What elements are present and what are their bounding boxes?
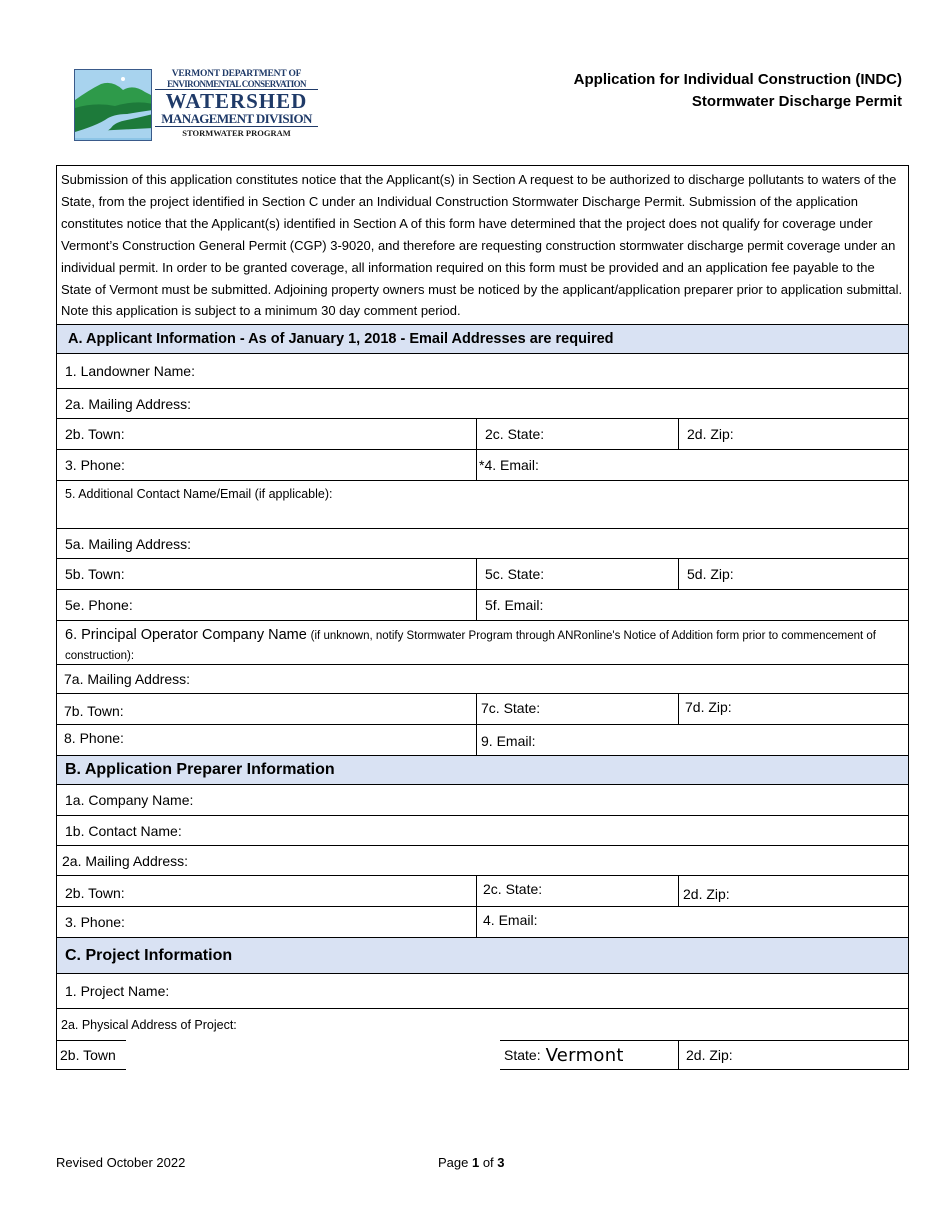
c-town-state-zip-row — [56, 1040, 909, 1070]
c7-town-field[interactable]: 7b. Town: — [64, 703, 124, 720]
c8-phone-field[interactable]: 8. Phone: — [64, 729, 124, 746]
c5-town-state-zip-row — [56, 558, 909, 589]
c-physical-address-field[interactable]: 2a. Physical Address of Project: — [61, 1017, 237, 1032]
c-project-name-row — [56, 973, 909, 1008]
watershed-landscape-icon — [74, 69, 152, 141]
mailing-address-field[interactable]: 2a. Mailing Address: — [65, 395, 192, 412]
b-phone-email-row — [56, 906, 909, 937]
c7-town-state-zip-row — [56, 693, 909, 724]
c8-phone-email-row — [56, 724, 909, 755]
b-phone-field[interactable]: 3. Phone: — [65, 914, 125, 931]
c7-zip-field[interactable]: 7d. Zip: — [678, 694, 908, 724]
c-town-label: 2b. Town — [60, 1047, 116, 1064]
logo-line-program: STORMWATER PROGRAM — [182, 128, 291, 138]
c-state-label: State: — [504, 1047, 541, 1064]
additional-contact-row — [56, 480, 909, 528]
town-field[interactable]: 2b. Town: — [65, 426, 125, 443]
b-town-field[interactable]: 2b. Town: — [65, 885, 125, 902]
logo-line-watershed: WATERSHED — [165, 89, 308, 113]
landowner-name-row — [56, 353, 909, 388]
operator-row — [56, 620, 909, 664]
c7-mailing-address-field[interactable]: 7a. Mailing Address: — [64, 671, 191, 688]
c5-phone-email-row — [56, 589, 909, 620]
logo-line-department: VERMONT DEPARTMENT OF — [171, 69, 302, 79]
email-field[interactable]: *4. Email: — [476, 450, 908, 480]
c-state-value: Vermont — [545, 1044, 624, 1066]
b-town-state-zip-row — [56, 875, 909, 906]
b-email-field[interactable]: 4. Email: — [476, 907, 908, 937]
page-current: 1 — [471, 1155, 480, 1170]
b-state-field[interactable]: 2c. State: — [476, 876, 678, 906]
b-company-name-row — [56, 784, 909, 815]
b-mailing-address-field[interactable]: 2a. Mailing Address: — [62, 852, 189, 869]
logo-line-division: MANAGEMENT DIVISION — [155, 112, 318, 127]
b-zip-field[interactable]: 2d. Zip: — [678, 876, 908, 906]
c7-mailing-address-row — [56, 664, 909, 693]
application-form — [56, 165, 909, 1070]
c5-town-field[interactable]: 5b. Town: — [65, 566, 125, 583]
c5-phone-field[interactable]: 5e. Phone: — [65, 597, 133, 614]
b-contact-name-row — [56, 815, 909, 845]
c-state-field[interactable] — [500, 1040, 678, 1070]
page-total: 3 — [497, 1155, 505, 1170]
c9-email-field[interactable]: 9. Email: — [476, 725, 908, 755]
c5-state-field[interactable]: 5c. State: — [476, 559, 678, 589]
mailing-address-row — [56, 388, 909, 418]
revision-note: Revised October 2022 — [56, 1155, 186, 1170]
b-mailing-address-row — [56, 845, 909, 875]
section-a-title: A. Applicant Information - As of January 1, 2018 - Email Addresses are required — [57, 325, 908, 353]
town-state-zip-row — [56, 418, 909, 449]
title-line-1: Application for Individual Construction (INDC) — [573, 71, 902, 88]
phone-field[interactable]: 3. Phone: — [65, 457, 125, 474]
c5-zip-field[interactable]: 5d. Zip: — [678, 559, 908, 589]
agency-name — [155, 69, 318, 139]
c5-email-field[interactable]: 5f. Email: — [476, 590, 908, 620]
section-c-title: C. Project Information — [57, 938, 908, 973]
page-of: of — [479, 1155, 498, 1170]
c5-mailing-address-row — [56, 528, 909, 558]
b-contact-name-field[interactable]: 1b. Contact Name: — [65, 822, 182, 839]
state-field[interactable]: 2c. State: — [476, 419, 678, 449]
b-company-name-field[interactable]: 1a. Company Name: — [65, 792, 194, 809]
operator-label: 6. Principal Operator Company Name — [65, 627, 307, 644]
c7-state-field[interactable]: 7c. State: — [476, 694, 678, 724]
c-town-field[interactable] — [56, 1040, 126, 1070]
document-title — [574, 69, 902, 113]
additional-contact-field[interactable]: 5. Additional Contact Name/Email (if applicable): — [65, 487, 333, 502]
agency-logo — [74, 69, 318, 142]
section-b-header — [56, 755, 909, 784]
landowner-name-field[interactable]: 1. Landowner Name: — [65, 363, 195, 380]
section-c-header — [56, 937, 909, 973]
c-physical-address-row — [56, 1008, 909, 1040]
title-line-2: Stormwater Discharge Permit — [691, 93, 902, 110]
page-prefix: Page — [438, 1155, 472, 1170]
section-a-header — [56, 324, 909, 353]
intro-paragraph: Submission of this application constitutes notice that the Applicant(s) in Section A request to be authorized to discharge pollutants to waters of the State, from the project identified in Section C under an Individual Construction Stormwater Discharge Permit. Submission of the application constitutes notice that the Applicant(s) identified in Section A of this form have determined that the project does not qualify for coverage under Vermont’s Construction General Permit (CGP) 3-9020, and therefore are requesting construction stormwater discharge permit coverage under an individual permit. In order to be granted coverage, all information required on this form must be provided and an application fee payable to the State of Vermont must be submitted. Adjoining property owners must be noticed by the applicant/application preparer prior to application submittal. Note this application is subject to a minimum 30 day comment period. — [56, 165, 909, 324]
zip-field[interactable]: 2d. Zip: — [678, 419, 908, 449]
c-zip-field[interactable]: 2d. Zip: — [678, 1040, 909, 1070]
c-town-gap — [126, 1040, 500, 1070]
section-b-title: B. Application Preparer Information — [57, 756, 908, 784]
phone-email-row — [56, 449, 909, 480]
c5-mailing-address-field[interactable]: 5a. Mailing Address: — [65, 535, 192, 552]
operator-company-field[interactable] — [57, 621, 908, 664]
page-indicator — [438, 1155, 505, 1170]
logo-line-conservation: ENVIRONMENTAL CONSERVATION — [155, 79, 318, 90]
operator-note: (if unknown, notify Stormwater Program through ANRonline's Notice of Addition form prior to commencement of construction): — [65, 630, 876, 663]
c-project-name-field[interactable]: 1. Project Name: — [65, 983, 170, 1000]
